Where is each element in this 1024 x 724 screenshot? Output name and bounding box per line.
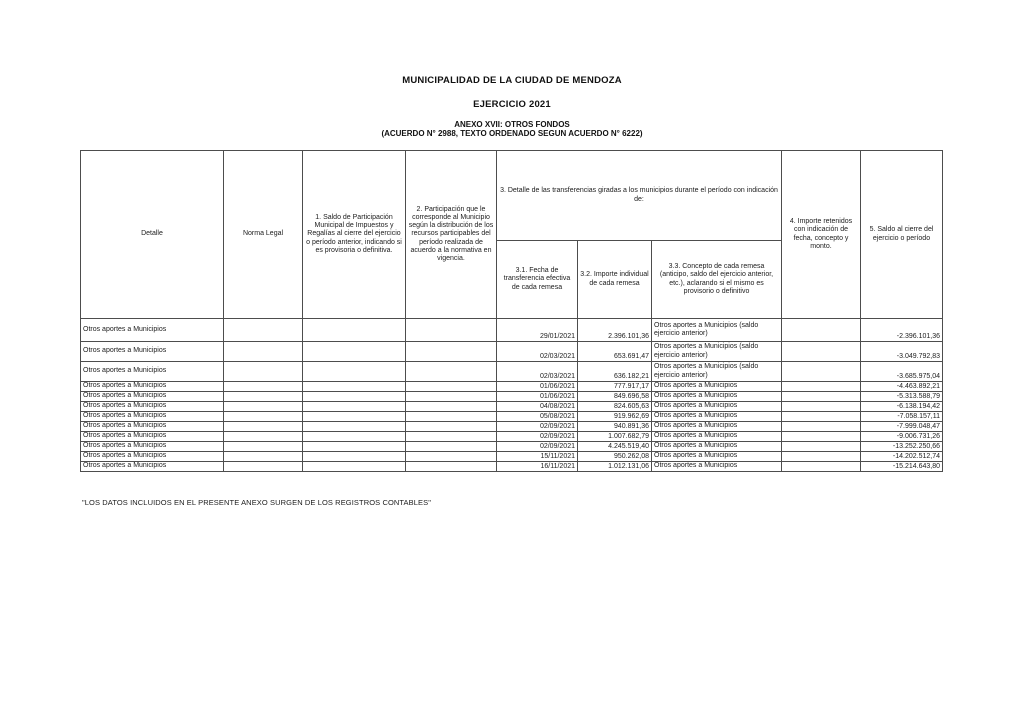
cell-retenido — [782, 442, 861, 452]
funds-table — [80, 150, 943, 472]
cell-concepto: Otros aportes a Municipios — [652, 462, 782, 472]
cell-concepto: Otros aportes a Municipios (saldo ejercicio anterior) — [652, 319, 782, 342]
cell-detalle: Otros aportes a Municipios — [81, 432, 224, 442]
cell-detalle: Otros aportes a Municipios — [81, 342, 224, 362]
cell-norma-legal — [224, 452, 303, 462]
col-header-participacion-municipio: 2. Participación que le corresponde al Municipio según la distribución de los recursos participables del período realizada de acuerdo a la normativa en vigencia. — [406, 151, 497, 319]
cell-saldo: -4.463.892,21 — [861, 382, 943, 392]
col-header-transferencias-group: 3. Detalle de las transferencias giradas a los municipios durante el período con indicación de: — [497, 151, 782, 241]
cell-fecha: 02/09/2021 — [497, 422, 578, 432]
col-header-importe-remesa: 3.2. Importe individual de cada remesa — [578, 241, 652, 319]
cell-participacion — [406, 432, 497, 442]
cell-importe: 950.262,08 — [578, 452, 652, 462]
cell-saldo-anterior — [303, 442, 406, 452]
cell-detalle: Otros aportes a Municipios — [81, 362, 224, 382]
cell-norma-legal — [224, 382, 303, 392]
cell-fecha: 16/11/2021 — [497, 462, 578, 472]
cell-saldo: -13.252.250,66 — [861, 442, 943, 452]
cell-saldo: -15.214.643,80 — [861, 462, 943, 472]
cell-concepto: Otros aportes a Municipios — [652, 422, 782, 432]
cell-norma-legal — [224, 402, 303, 412]
cell-participacion — [406, 442, 497, 452]
cell-importe: 940.891,36 — [578, 422, 652, 432]
cell-saldo: -3.685.975,04 — [861, 362, 943, 382]
cell-concepto: Otros aportes a Municipios — [652, 392, 782, 402]
col-header-norma-legal: Norma Legal — [224, 151, 303, 319]
cell-saldo: -7.999.048,47 — [861, 422, 943, 432]
cell-saldo-anterior — [303, 432, 406, 442]
cell-norma-legal — [224, 462, 303, 472]
cell-retenido — [782, 432, 861, 442]
cell-participacion — [406, 319, 497, 342]
cell-norma-legal — [224, 422, 303, 432]
cell-norma-legal — [224, 442, 303, 452]
cell-fecha: 05/08/2021 — [497, 412, 578, 422]
cell-retenido — [782, 452, 861, 462]
cell-saldo: -5.313.588,79 — [861, 392, 943, 402]
cell-importe: 1.007.682,79 — [578, 432, 652, 442]
table-row — [81, 442, 943, 452]
cell-fecha: 15/11/2021 — [497, 452, 578, 462]
cell-norma-legal — [224, 319, 303, 342]
cell-saldo-anterior — [303, 319, 406, 342]
cell-retenido — [782, 422, 861, 432]
cell-saldo: -3.049.792,83 — [861, 342, 943, 362]
col-header-concepto-remesa: 3.3. Concepto de cada remesa (anticipo, saldo del ejercicio anterior, etc.), aclarando si el mismo es provisorio o definitivo — [652, 241, 782, 319]
document-title: MUNICIPALIDAD DE LA CIUDAD DE MENDOZA — [402, 75, 622, 86]
cell-retenido — [782, 402, 861, 412]
cell-detalle: Otros aportes a Municipios — [81, 319, 224, 342]
col-header-detalle: Detalle — [81, 151, 224, 319]
cell-saldo-anterior — [303, 402, 406, 412]
cell-detalle: Otros aportes a Municipios — [81, 382, 224, 392]
cell-saldo: -7.058.157,11 — [861, 412, 943, 422]
cell-detalle: Otros aportes a Municipios — [81, 462, 224, 472]
cell-concepto: Otros aportes a Municipios — [652, 412, 782, 422]
cell-importe: 4.245.519,40 — [578, 442, 652, 452]
cell-importe: 849.696,58 — [578, 392, 652, 402]
cell-participacion — [406, 452, 497, 462]
cell-fecha: 02/03/2021 — [497, 342, 578, 362]
cell-fecha: 02/09/2021 — [497, 432, 578, 442]
cell-norma-legal — [224, 412, 303, 422]
cell-importe: 2.396.101,36 — [578, 319, 652, 342]
cell-saldo-anterior — [303, 422, 406, 432]
table-row — [81, 392, 943, 402]
cell-saldo: -14.202.512,74 — [861, 452, 943, 462]
table-row — [81, 362, 943, 382]
cell-saldo-anterior — [303, 342, 406, 362]
table-row — [81, 382, 943, 392]
cell-saldo-anterior — [303, 412, 406, 422]
cell-participacion — [406, 402, 497, 412]
cell-detalle: Otros aportes a Municipios — [81, 392, 224, 402]
cell-retenido — [782, 382, 861, 392]
footnote: "LOS DATOS INCLUIDOS EN EL PRESENTE ANEXO SURGEN DE LOS REGISTROS CONTABLES" — [82, 498, 431, 507]
cell-importe: 636.182,21 — [578, 362, 652, 382]
col-header-saldo-cierre: 5. Saldo al cierre del ejercicio o período — [861, 151, 943, 319]
cell-importe: 824.605,63 — [578, 402, 652, 412]
cell-participacion — [406, 412, 497, 422]
cell-fecha: 29/01/2021 — [497, 319, 578, 342]
exercise-subtitle: EJERCICIO 2021 — [473, 99, 551, 110]
table-row — [81, 432, 943, 442]
cell-retenido — [782, 362, 861, 382]
cell-concepto: Otros aportes a Municipios (saldo ejercicio anterior) — [652, 342, 782, 362]
cell-retenido — [782, 392, 861, 402]
cell-concepto: Otros aportes a Municipios — [652, 382, 782, 392]
cell-concepto: Otros aportes a Municipios — [652, 432, 782, 442]
cell-saldo-anterior — [303, 392, 406, 402]
table-row — [81, 319, 943, 342]
col-header-fecha-remesa: 3.1. Fecha de transferencia efectiva de cada remesa — [497, 241, 578, 319]
cell-saldo-anterior — [303, 452, 406, 462]
table-header — [81, 151, 943, 319]
table-row — [81, 462, 943, 472]
cell-retenido — [782, 412, 861, 422]
cell-retenido — [782, 319, 861, 342]
cell-importe: 919.962,69 — [578, 412, 652, 422]
cell-saldo: -9.006.731,26 — [861, 432, 943, 442]
cell-retenido — [782, 342, 861, 362]
cell-norma-legal — [224, 342, 303, 362]
cell-fecha: 01/06/2021 — [497, 382, 578, 392]
cell-detalle: Otros aportes a Municipios — [81, 402, 224, 412]
cell-norma-legal — [224, 362, 303, 382]
cell-norma-legal — [224, 392, 303, 402]
cell-retenido — [782, 462, 861, 472]
cell-importe: 653.691,47 — [578, 342, 652, 362]
cell-saldo-anterior — [303, 462, 406, 472]
cell-fecha: 02/03/2021 — [497, 362, 578, 382]
table-row — [81, 422, 943, 432]
cell-participacion — [406, 392, 497, 402]
annex-agreement-subtitle: (ACUERDO N° 2988, TEXTO ORDENADO SEGUN ACUERDO N° 6222) — [381, 129, 643, 138]
cell-fecha: 04/08/2021 — [497, 402, 578, 412]
table-body — [81, 319, 943, 472]
cell-participacion — [406, 362, 497, 382]
cell-detalle: Otros aportes a Municipios — [81, 422, 224, 432]
table-row — [81, 412, 943, 422]
col-header-importes-retenidos: 4. Importe retenidos con indicación de fecha, concepto y monto. — [782, 151, 861, 319]
cell-norma-legal — [224, 432, 303, 442]
cell-importe: 777.917,17 — [578, 382, 652, 392]
cell-participacion — [406, 382, 497, 392]
table-row — [81, 452, 943, 462]
cell-participacion — [406, 462, 497, 472]
cell-saldo: -6.138.194,42 — [861, 402, 943, 412]
table-row — [81, 402, 943, 412]
cell-importe: 1.012.131,06 — [578, 462, 652, 472]
cell-saldo: -2.396.101,36 — [861, 319, 943, 342]
cell-concepto: Otros aportes a Municipios (saldo ejercicio anterior) — [652, 362, 782, 382]
cell-detalle: Otros aportes a Municipios — [81, 412, 224, 422]
annex-title: ANEXO XVII: OTROS FONDOS — [454, 120, 570, 129]
cell-detalle: Otros aportes a Municipios — [81, 452, 224, 462]
cell-participacion — [406, 422, 497, 432]
cell-detalle: Otros aportes a Municipios — [81, 442, 224, 452]
cell-fecha: 02/09/2021 — [497, 442, 578, 452]
table-row — [81, 342, 943, 362]
col-header-saldo-participacion: 1. Saldo de Participación Municipal de Impuestos y Regalías al cierre del ejercicio o período anterior, indicando si es provisoria o definitiva. — [303, 151, 406, 319]
header-row-top — [81, 151, 943, 241]
cell-saldo-anterior — [303, 382, 406, 392]
cell-participacion — [406, 342, 497, 362]
cell-fecha: 01/06/2021 — [497, 392, 578, 402]
cell-concepto: Otros aportes a Municipios — [652, 442, 782, 452]
cell-saldo-anterior — [303, 362, 406, 382]
cell-concepto: Otros aportes a Municipios — [652, 402, 782, 412]
cell-concepto: Otros aportes a Municipios — [652, 452, 782, 462]
